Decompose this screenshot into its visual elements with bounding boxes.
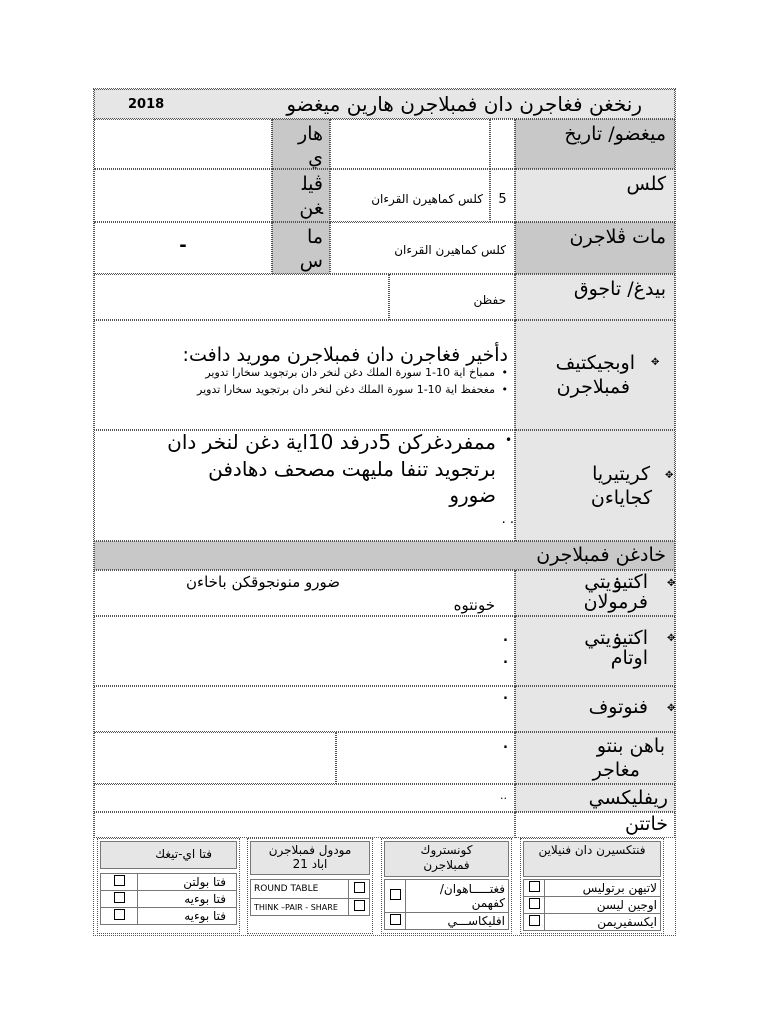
construct-title: [384, 841, 509, 877]
diamond-bullet-icon: ✥: [665, 470, 674, 481]
diamond-bullet-icon: ✥: [667, 633, 676, 644]
time-label-cell: [272, 169, 330, 222]
activities-section-title: خادغن فمبلاجرن: [536, 544, 666, 566]
checkbox-icon[interactable]: [101, 908, 138, 925]
checkbox-icon[interactable]: [349, 880, 370, 899]
diamond-bullet-icon: ✥: [667, 703, 676, 714]
time-label: ڤيلغن: [299, 173, 323, 219]
assessment-item-1: لاتيهن برتوليس: [545, 880, 661, 897]
module-title-line2: اباد 21: [292, 857, 328, 871]
subject-value: كلس كماهيرن القرءان: [394, 243, 506, 257]
subject-label-cell: [515, 222, 675, 274]
main-content-cell: [94, 616, 515, 686]
assessment-box: [520, 838, 664, 934]
time-value-cell[interactable]: [94, 169, 272, 222]
duration-label-cell: [272, 222, 330, 274]
diamond-bullet-icon: ✥: [651, 357, 660, 368]
construct-title-line1: كونستروك: [420, 843, 473, 857]
field-value-cell: [389, 274, 515, 320]
opening-label-line1: اكتيۏيتي: [584, 571, 648, 593]
assessment-table: [523, 879, 661, 931]
class-value-cell: [330, 169, 490, 222]
date-label-cell: [515, 119, 675, 169]
subject-label: مات ڤلاجرن: [569, 226, 666, 248]
page-title: رنخغن فغاجرن دان فمبلاجرن هارين ميغضو: [286, 92, 642, 116]
criteria-label-line1: كريتيريا: [592, 463, 650, 485]
objective-item-1-text: ممباخ اية 10-1 سورة الملك دغن لنخر دان برتجويد سخارا تدوير: [205, 366, 495, 379]
ict-title: فتا اي-تيغك: [100, 841, 237, 869]
material-extra-cell[interactable]: [94, 732, 336, 784]
material-label-line2: مغاجر: [592, 759, 640, 781]
duration-value-cell: [94, 222, 272, 274]
checkbox-icon[interactable]: [101, 874, 138, 891]
main-label-line2: اوتام: [610, 647, 648, 669]
checkbox-icon[interactable]: [385, 913, 406, 930]
class-label: كلس: [626, 173, 666, 195]
ict-box: [97, 838, 240, 934]
note-content-cell[interactable]: [94, 812, 515, 838]
checkbox-icon[interactable]: [349, 899, 370, 916]
module-item-2: THINK –PAIR - SHARE: [251, 899, 349, 916]
opening-line1: ضورو منونجوقكن باخاءن: [186, 573, 340, 591]
class-number: 5: [498, 192, 507, 207]
assessment-item-3: ايكسفيريمن: [545, 914, 661, 931]
date-value-cell[interactable]: [330, 119, 490, 169]
field-label-cell: [515, 274, 675, 320]
bullet-dot: •: [501, 366, 508, 379]
ict-item-2: فتا بوءيه: [138, 891, 237, 908]
class-label-cell: [515, 169, 675, 222]
closing-content-cell: [94, 686, 515, 732]
module-table: [250, 879, 370, 916]
criteria-line4: . .: [501, 512, 514, 527]
bullet-dot: •: [501, 383, 508, 396]
day-label: هاري: [298, 123, 323, 169]
ict-item-3: فتا بوءيه: [138, 908, 237, 925]
module-item-1: ROUND TABLE: [251, 880, 349, 899]
assessment-title: فنتكسيرن دان فنيلاين: [523, 841, 661, 877]
ict-table: [100, 873, 237, 925]
criteria-line3: ضورو: [449, 483, 496, 507]
opening-label-line2: فرمولان: [583, 591, 648, 613]
main-dot-2: .: [503, 652, 508, 667]
module-title: [250, 841, 370, 875]
module-box: [247, 838, 373, 934]
objective-intro: دأخير فغاجرن دان فمبلاجرن موريد دافت:: [182, 344, 508, 366]
day-value-cell[interactable]: [94, 119, 272, 169]
objective-item-2-text: مغحفظ اية 10-1 سورة الملك دغن لنخر دان برتجويد سخارا تدوير: [197, 383, 495, 396]
material-label-line1: باهن بنتو: [596, 735, 665, 757]
checkbox-icon[interactable]: [524, 914, 545, 931]
objective-item-2: [110, 383, 508, 396]
construct-title-line2: فمبلاجرن: [423, 858, 470, 872]
criteria-line2: برتجويد تنفا مليهت مصحف دهادفن: [208, 457, 496, 481]
assessment-item-2: اوجين ليسن: [545, 897, 661, 914]
class-value: كلس كماهيرن القرءان: [371, 192, 483, 206]
material-dot: .: [503, 737, 508, 752]
duration-value: -: [179, 235, 187, 256]
checkbox-icon[interactable]: [524, 897, 545, 914]
header-year: 2018: [128, 97, 165, 112]
subject-value-cell: [330, 222, 515, 274]
closing-dot: .: [503, 688, 508, 703]
reflection-value: ..: [500, 789, 507, 802]
material-content-cell: [336, 732, 515, 784]
activities-section-header: [94, 541, 675, 570]
checkbox-icon[interactable]: [385, 880, 406, 913]
field-label: بيدغ/ تاجوق: [573, 278, 666, 300]
construct-box: [381, 838, 512, 934]
field-value: حفظن: [473, 293, 506, 307]
construct-table: [384, 879, 509, 930]
checkbox-icon[interactable]: [524, 880, 545, 897]
objective-label-line1: اوبجيكتيف: [555, 352, 635, 374]
diamond-bullet-icon: ✥: [667, 578, 676, 589]
closing-label: فنوتوف: [588, 696, 648, 718]
class-number-cell: [490, 169, 515, 222]
date-narrow-cell: [490, 119, 515, 169]
objective-item-1: [110, 366, 508, 379]
criteria-label-line2: كجاياءن: [590, 487, 652, 509]
main-label-line1: اكتيۏيتي: [584, 627, 648, 649]
ict-item-1: فتا بولتن: [138, 874, 237, 891]
reflection-content-cell[interactable]: [94, 784, 515, 812]
field-extra-cell[interactable]: [94, 274, 389, 320]
duration-label: ماس: [299, 226, 323, 272]
main-dot-1: .: [503, 630, 508, 645]
criteria-line1: ممفردغركن 5درفد 10اية دغن لنخر دان: [167, 430, 496, 454]
module-title-line1: مودول فمبلاجرن: [268, 843, 352, 857]
date-label: ميغضو/ تاريخ: [564, 123, 666, 145]
checkbox-icon[interactable]: [101, 891, 138, 908]
opening-line2: خونتوه: [453, 596, 495, 614]
construct-item-1: فغتـــــاهوان/ كفهمن: [406, 880, 509, 913]
reflection-label: ريفليكسي: [588, 787, 668, 809]
construct-item-2: افليكاســـي: [406, 913, 509, 930]
bullet-dot: •: [505, 433, 513, 447]
objective-label-line2: فمبلاجرن: [556, 376, 630, 398]
day-label-cell: [272, 119, 330, 169]
note-label: خاتتن: [624, 813, 668, 835]
